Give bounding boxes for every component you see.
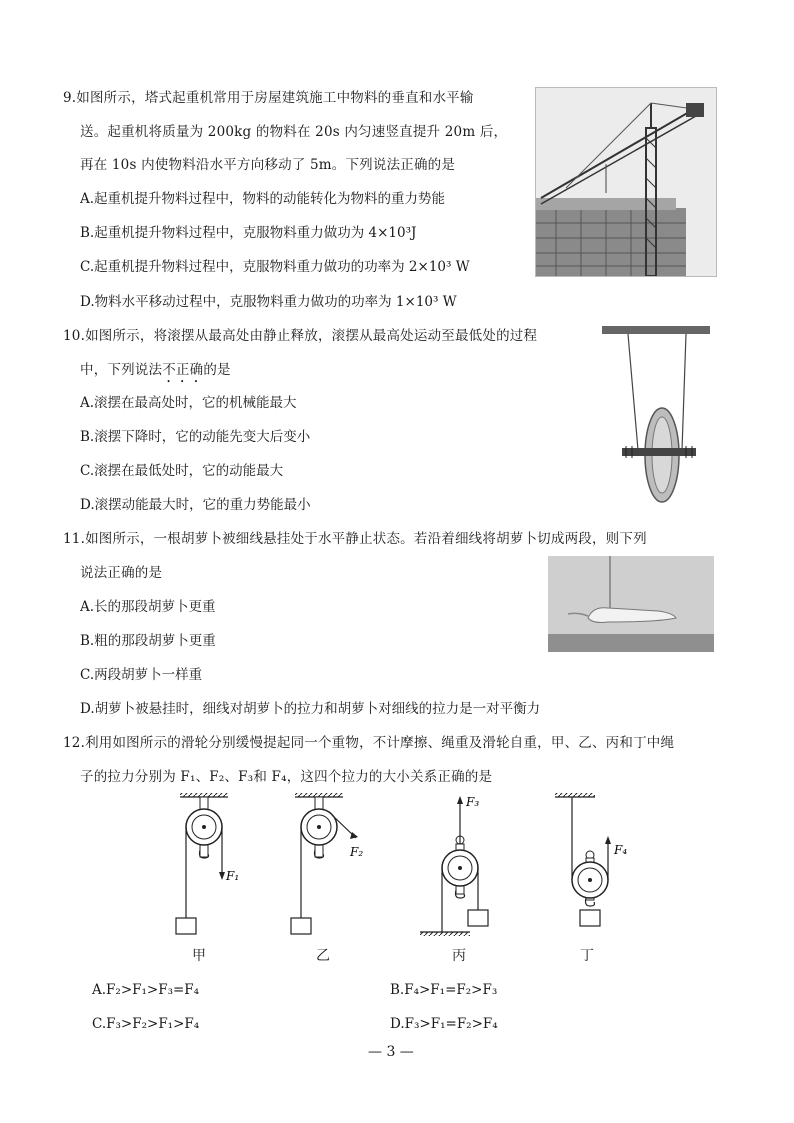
pulley-yi: [291, 793, 358, 934]
page-number: — 3 —: [368, 1044, 414, 1060]
caption-yi: 乙: [316, 948, 330, 964]
crane-illustration: [536, 88, 716, 276]
q11-option-c: C.两段胡萝卜一样重: [80, 667, 203, 683]
q10-line-2: [80, 358, 231, 386]
q9-line-1: 9.如图所示，塔式起重机常用于房屋建筑施工中物料的垂直和水平输: [63, 90, 474, 106]
q10-line-1: 10.如图所示，将滚摆从最高处由静止释放，滚摆从最高处运动至最低处的过程: [63, 328, 538, 344]
pulley-ding: [555, 793, 611, 926]
q10-option-c: C.滚摆在最低处时，它的动能最大: [80, 463, 284, 479]
carrot-illustration: [548, 556, 714, 652]
q11-option-b: B.粗的那段胡萝卜更重: [80, 633, 216, 649]
pendulum-illustration: [600, 320, 712, 505]
q11-option-d: D.胡萝卜被悬挂时，细线对胡萝卜的拉力和胡萝卜对细线的拉力是一对平衡力: [80, 701, 541, 717]
q12-option-c: C.F₃>F₂>F₁>F₄: [92, 1016, 200, 1032]
q12-line-1: 12.利用如图所示的滑轮分别缓慢提起同一个重物，不计摩擦、绳重及滑轮自重，甲、乙、丙和丁中绳: [63, 735, 675, 751]
carrot-photo: [548, 556, 714, 652]
caption-jia: 甲: [192, 948, 206, 964]
q9-option-b: B.起重机提升物料过程中，克服物料重力做功为 4×10³J: [80, 225, 417, 241]
q9-option-a: A.起重机提升物料过程中，物料的动能转化为物料的重力势能: [80, 191, 446, 207]
crane-photo: [535, 87, 717, 277]
q12-option-a: A.F₂>F₁>F₃=F₄: [92, 982, 200, 998]
q10-option-b: B.滚摆下降时，它的动能先变大后变小: [80, 429, 311, 445]
pulley-jia: [176, 793, 228, 934]
caption-bing: 丙: [452, 948, 466, 964]
q10-stem-tail: 的是: [203, 362, 231, 378]
q11-line-2: 说法正确的是: [80, 565, 163, 581]
q12-line-2: 子的拉力分别为 F₁、F₂、F₃和 F₄，这四个拉力的大小关系正确的是: [80, 769, 493, 785]
caption-ding: 丁: [580, 948, 594, 964]
force-label-f2: F₂: [350, 845, 364, 859]
q9-option-d: D.物料水平移动过程中，克服物料重力做功的功率为 1×10³ W: [80, 294, 457, 310]
pulley-diagrams: [160, 790, 640, 940]
q11-option-a: A.长的那段胡萝卜更重: [80, 599, 216, 615]
q10-option-a: A.滚摆在最高处时，它的机械能最大: [80, 395, 297, 411]
pendulum-photo: [600, 320, 712, 505]
force-label-f1: F₁: [226, 869, 240, 883]
q9-option-c: C.起重机提升物料过程中，克服物料重力做功的功率为 2×10³ W: [80, 259, 470, 275]
q10-option-d: D.滚摆动能最大时，它的重力势能最小: [80, 497, 311, 513]
q9-line-2: 送。起重机将质量为 200kg 的物料在 20s 内匀速竖直提升 20m 后，: [80, 124, 508, 140]
q9-line-3: 再在 10s 内使物料沿水平方向移动了 5m。下列说法正确的是: [80, 157, 456, 173]
q11-line-1: 11.如图所示，一根胡萝卜被细线悬挂处于水平静止状态。若沿着细线将胡萝卜切成两段，则下列: [63, 531, 647, 547]
force-label-f4: F₄: [614, 843, 628, 857]
q12-option-d: D.F₃>F₁=F₂>F₄: [390, 1016, 498, 1032]
force-label-f3: F₃: [466, 795, 480, 809]
q10-emphasis: 不正确: [162, 362, 204, 378]
q12-option-b: B.F₄>F₁=F₂>F₃: [390, 982, 498, 998]
q10-stem: 中，下列说法: [80, 362, 163, 378]
pulley-bing: [420, 796, 488, 936]
